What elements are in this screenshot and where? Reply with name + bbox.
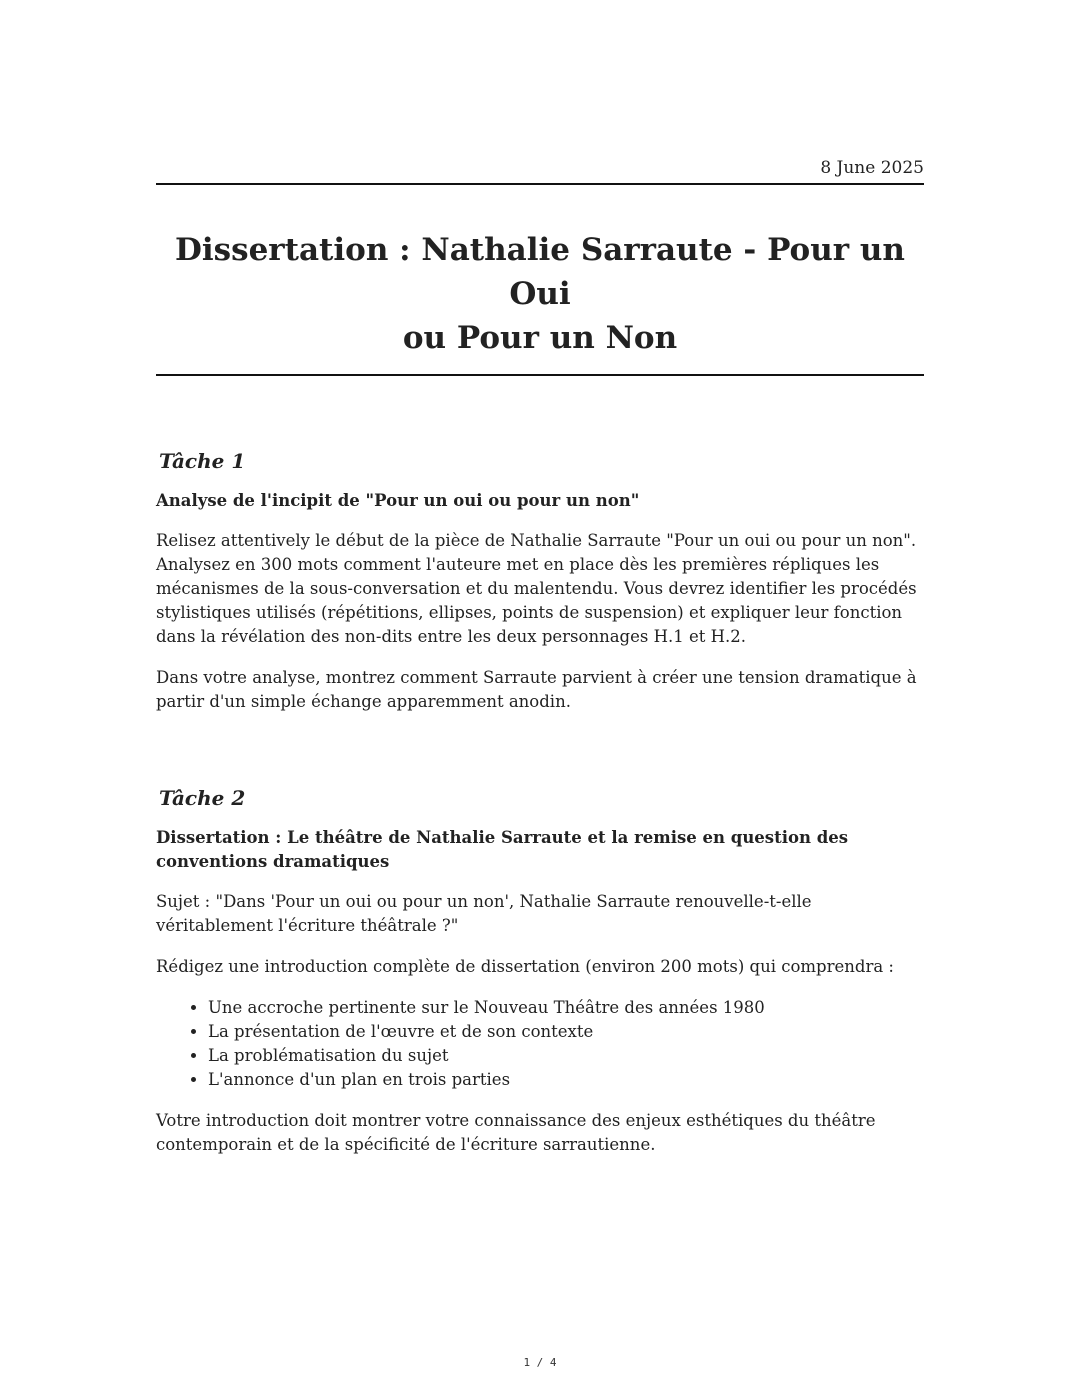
- document-date: 8 June 2025: [820, 158, 924, 178]
- task-2-subject: Sujet : "Dans 'Pour un oui ou pour un non', Nathalie Sarraute renouvelle-t-elle véritablement l'écriture théâtrale ?": [156, 892, 812, 935]
- task-2-section: [156, 784, 926, 1174]
- task-1-paragraph-1: Relisez attentively le début de la pièce de Nathalie Sarraute "Pour un oui ou pour un non". Analysez en 300 mots comment l'auteure met en place dès les premières répliques les mécanismes de la sous-conversation et du malentendu. Vous devrez identifier les procédés stylistiques utilisés (répétitions, ellipses, points de suspension) et expliquer leur fonction dans la révélation des non-dits entre les deux personnages H.1 et H.2.: [156, 531, 917, 646]
- task-1-heading: Tâche 1: [159, 449, 246, 473]
- document-title: [156, 228, 924, 360]
- task-2-heading: Tâche 2: [159, 786, 246, 810]
- task-2-subtitle: Dissertation : Le théâtre de Nathalie Sarraute et la remise en question des conventions dramatiques: [156, 828, 849, 871]
- header-divider: [156, 183, 924, 185]
- task-2-instructions: Rédigez une introduction complète de dissertation (environ 200 mots) qui comprendra :: [156, 957, 894, 976]
- task-2-requirements-list: [156, 996, 926, 1092]
- list-item: • La présentation de l'œuvre et de son contexte: [208, 1020, 926, 1044]
- title-divider: [156, 374, 924, 376]
- page-number: 1 / 4: [523, 1356, 557, 1369]
- task-2-closing: Votre introduction doit montrer votre connaissance des enjeux esthétiques du théâtre contemporain et de la spécificité de l'écriture sarrautienne.: [156, 1111, 876, 1154]
- task-1-paragraph-2: Dans votre analyse, montrez comment Sarraute parvient à créer une tension dramatique à partir d'un simple échange apparemment anodin.: [156, 668, 917, 711]
- list-item: • L'annonce d'un plan en trois parties: [208, 1068, 926, 1092]
- task-1-section: [156, 447, 926, 731]
- list-item: • Une accroche pertinente sur le Nouveau Théâtre des années 1980: [208, 996, 926, 1020]
- list-item: • La problématisation du sujet: [208, 1044, 926, 1068]
- task-1-subtitle: Analyse de l'incipit de "Pour un oui ou pour un non": [156, 491, 640, 510]
- title-line-1: Dissertation : Nathalie Sarraute - Pour un Oui: [175, 232, 905, 312]
- title-line-2: ou Pour un Non: [402, 320, 678, 356]
